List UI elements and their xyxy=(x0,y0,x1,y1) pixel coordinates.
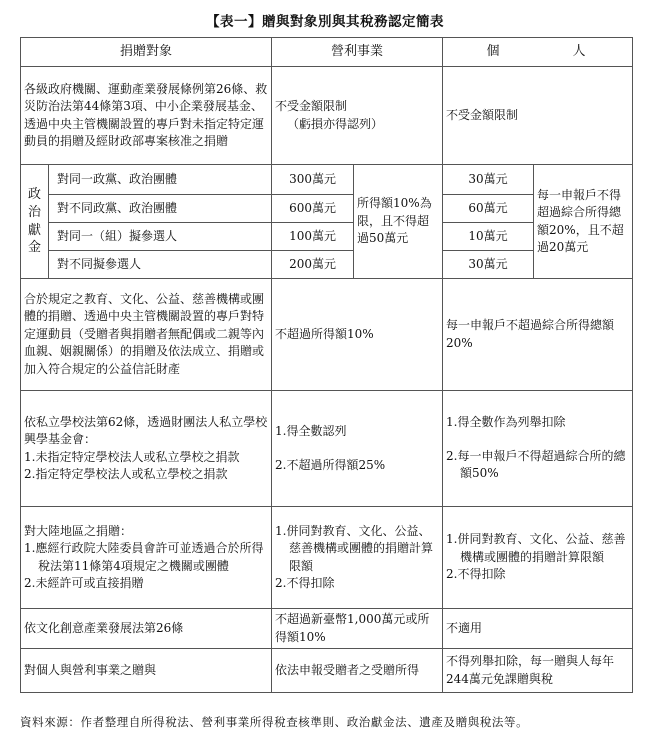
political-individual-limit: 每一申報戶不得超過綜合所得總額20%，且不超過20萬元 xyxy=(534,165,633,279)
gov-individual: 不受金額限制 xyxy=(443,67,633,165)
political-category xyxy=(21,165,49,279)
row-personal xyxy=(21,649,633,693)
culture-individual: 不適用 xyxy=(443,609,633,649)
political-business-amount: 100萬元 xyxy=(272,223,354,251)
header-individual: 個 人 xyxy=(443,38,633,67)
political-business-amount: 200萬元 xyxy=(272,251,354,279)
mainland-item-2: 2.未經許可或直接捐贈 xyxy=(24,575,144,590)
political-individual-amount: 30萬元 xyxy=(443,165,534,195)
political-individual-amount: 10萬元 xyxy=(443,223,534,251)
culture-business: 不超過新臺幣1,000萬元或所得額10% xyxy=(272,609,443,649)
school-recipient xyxy=(21,391,272,507)
school-business-2: 2.不超過所得額25% xyxy=(275,457,386,472)
charity-recipient: 合於規定之教育、文化、公益、慈善機構或團體的捐贈、透過中央主管機關設置的專戶對特定運動員（受贈者與捐贈者無配偶或二親等內血親、姻親關係）的捐贈及依法成立、捐贈或加入符合規定的公益信託財產 xyxy=(21,279,272,391)
political-label: 對不同政黨、政治團體 xyxy=(49,195,272,223)
mainland-individual-1: 1.併同對教育、文化、公益、慈善機構或團體的捐贈計算限額 xyxy=(446,532,626,564)
political-row xyxy=(21,165,633,195)
personal-recipient: 對個人與營利事業之贈與 xyxy=(21,649,272,693)
row-school xyxy=(21,391,633,507)
school-individual-2: 2.每一申報戶不得超過綜合所的總額50% xyxy=(446,448,626,481)
political-individual-amount: 30萬元 xyxy=(443,251,534,279)
political-business-amount: 600萬元 xyxy=(272,195,354,223)
school-item-2: 2.指定特定學校法人或私立學校之捐款 xyxy=(24,466,228,481)
personal-individual: 不得列舉扣除，每一贈與人每年244萬元免課贈與稅 xyxy=(443,649,633,693)
political-business-limit: 所得額10%為限，且不得超過50萬元 xyxy=(354,165,443,279)
school-business-1: 1.得全數認列 xyxy=(275,424,347,439)
mainland-item-1: 1.應經行政院大陸委員會許可並透過合於所得稅法第11條第4項規定之機關或團體 xyxy=(24,541,264,573)
political-char-1: 政 xyxy=(27,187,41,203)
political-individual-amount: 60萬元 xyxy=(443,195,534,223)
political-char-2: 治 xyxy=(27,204,41,220)
political-business-amount: 300萬元 xyxy=(272,165,354,195)
political-label: 對同一（組）擬參選人 xyxy=(49,223,272,251)
mainland-individual xyxy=(443,507,633,609)
header-recipient: 捐贈對象 xyxy=(21,38,272,67)
personal-business: 依法申報受贈者之受贈所得 xyxy=(272,649,443,693)
table-title: 【表一】贈與對象別與其稅務認定簡表 xyxy=(206,14,444,30)
mainland-business xyxy=(272,507,443,609)
row-charity xyxy=(21,279,633,391)
header-row xyxy=(21,38,633,67)
row-mainland xyxy=(21,507,633,609)
source-note: 資料來源：作者整理自所得稅法、營利事業所得稅查核準則、政治獻金法、遺產及贈與稅法等。 xyxy=(20,715,529,729)
mainland-business-2: 2.不得扣除 xyxy=(275,575,335,590)
political-label: 對不同擬參選人 xyxy=(49,251,272,279)
culture-recipient: 依文化創意產業發展法第26條 xyxy=(21,609,272,649)
school-business xyxy=(272,391,443,507)
school-item-1: 1.未指定特定學校法人或私立學校之捐款 xyxy=(24,449,240,464)
mainland-recipient xyxy=(21,507,272,609)
tax-summary-table xyxy=(20,37,633,693)
political-label: 對同一政黨、政治團體 xyxy=(49,165,272,195)
mainland-individual-2: 2.不得扣除 xyxy=(446,567,506,582)
political-char-3: 獻 xyxy=(27,222,41,238)
gov-business-line1: 不受金額限制 xyxy=(275,99,348,114)
charity-individual: 每一申報戶不超過綜合所得總額20% xyxy=(443,279,633,391)
mainland-intro: 對大陸地區之捐贈： xyxy=(24,523,133,538)
school-intro: 依私立學校法第62條，透過財團法人私立學校興學基金會： xyxy=(24,414,268,447)
school-individual xyxy=(443,391,633,507)
gov-business xyxy=(272,67,443,165)
school-individual-1: 1.得全數作為列舉扣除 xyxy=(446,415,566,430)
charity-business: 不超過所得額10% xyxy=(272,279,443,391)
row-culture xyxy=(21,609,633,649)
gov-business-line2: （虧損亦得認列） xyxy=(287,116,384,131)
header-business: 營利事業 xyxy=(272,38,443,67)
mainland-business-1: 1.併同對教育、文化、公益、慈善機構或團體的捐贈計算限額 xyxy=(275,523,434,573)
gov-recipient: 各級政府機關、運動產業發展條例第26條、救災防治法第44條第3項、中小企業發展基金、透過中央主管機關設置的專戶對未指定特定運動員的捐贈及經財政部專案核准之捐贈 xyxy=(21,67,272,165)
political-char-4: 金 xyxy=(27,240,41,256)
row-government xyxy=(21,67,633,165)
